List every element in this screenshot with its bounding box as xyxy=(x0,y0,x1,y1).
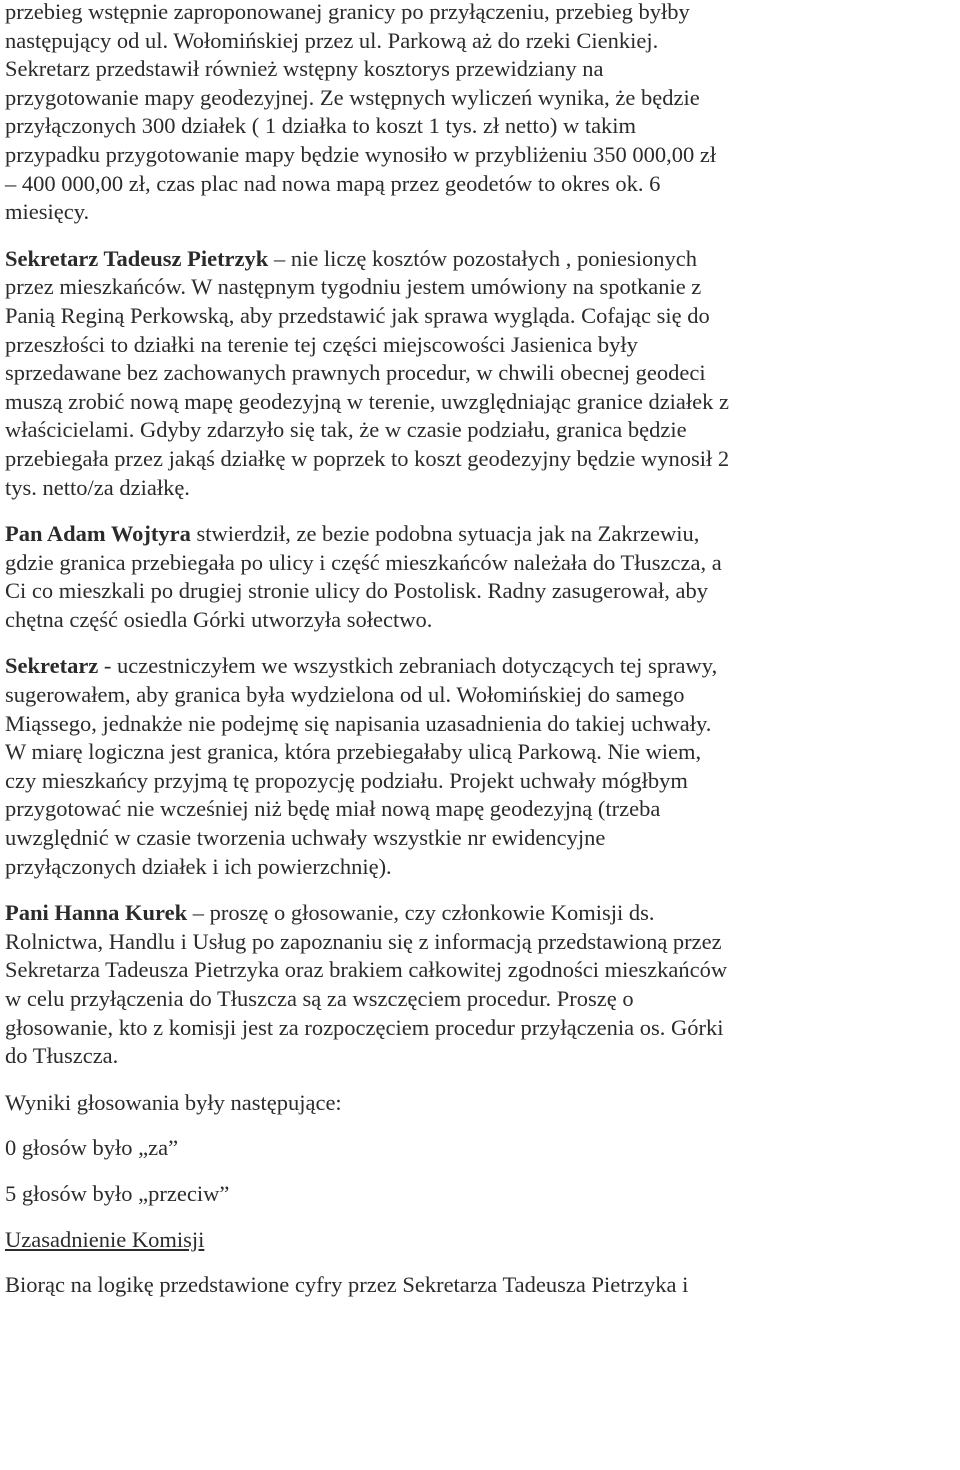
text-line: głosowanie, kto z komisji jest za rozpoczęciem procedur przyłączenia os. Górki xyxy=(5,1014,724,1040)
text-line xyxy=(5,245,960,274)
text-line: przebiegała przez jakąś działkę w poprzek to koszt geodezyjny będzie wynosił 2 xyxy=(5,445,730,471)
justification-heading xyxy=(5,1226,960,1255)
text-line: – 400 000,00 zł, czas plac nad nowa mapą przez geodetów to okres ok. 6 xyxy=(5,170,661,196)
text-line: w celu przyłączenia do Tłuszcza są za wszczęciem procedur. Proszę o xyxy=(5,986,634,1011)
text-line: przebieg wstępnie zaproponowanej granicy po przyłączeniu, przebieg byłby xyxy=(5,0,690,24)
text-line: sugerowałem, aby granica była wydzielona od ul. Wołomińskiej do samego xyxy=(5,682,685,708)
text-line: przypadku przygotowanie mapy będzie wynosiło w przybliżeniu 350 000,00 zł xyxy=(5,141,717,167)
text-line: właścicielami. Gdyby zdarzyło się tak, że w czasie podziału, granica będzie xyxy=(5,417,687,443)
text-line: Biorąc na logikę przedstawione cyfry przez Sekretarza Tadeusza Pietrzyka i xyxy=(5,1272,689,1298)
text-line: miesięcy. xyxy=(5,199,90,225)
paragraph-hanna-kurek xyxy=(5,899,960,1071)
text-line: W miarę logiczna jest granica, która przebiegałaby ulicą Parkową. Nie wiem, xyxy=(5,739,702,765)
text-line: Ci co mieszkali po drugiej stronie ulicy do Postolisk. Radny zasugerował, aby xyxy=(5,578,709,604)
paragraph-secretary xyxy=(5,652,960,881)
text-line xyxy=(5,520,960,549)
text-line: do Tłuszcza. xyxy=(5,1043,119,1069)
vote-for: 0 głosów było „za” xyxy=(5,1135,179,1161)
vote-against: 5 głosów było „przeciw” xyxy=(5,1180,230,1206)
document-page xyxy=(5,0,960,1318)
speaker-name: Pani Hanna Kurek xyxy=(5,900,188,926)
paragraph-adam-wojtyra xyxy=(5,520,960,634)
text-line: uwzględnić w czasie tworzenia uchwały wszystkie nr ewidencyjne xyxy=(5,825,606,851)
text-line: sprzedawane bez zachowanych prawnych procedur, w chwili obecnej geodeci xyxy=(5,360,706,386)
text-line: Sekretarza Tadeusza Pietrzyka oraz brakiem całkowitej zgodności mieszkańców xyxy=(5,957,728,983)
text-line: tys. netto/za działkę. xyxy=(5,474,190,500)
justification-heading-text: Uzasadnienie Komisji xyxy=(5,1226,205,1252)
speech-text: – proszę o głosowanie, czy członkowie Komisji ds. xyxy=(187,900,655,926)
speaker-name: Pan Adam Wojtyra xyxy=(5,521,191,547)
text-line: przyłączonych działek i ich powierzchnię). xyxy=(5,853,392,879)
speech-text: – nie liczę kosztów pozostałych , poniesionych xyxy=(268,245,697,271)
text-line: muszą zrobić nową mapę geodezyjną w terenie, uwzględniając granice działek z xyxy=(5,388,730,414)
text-line: Miąssego, jednakże nie podejmę się napisania uzasadnienia do takiej uchwały. xyxy=(5,710,712,736)
text-line: chętna część osiedla Górki utworzyła sołectwo. xyxy=(5,606,433,632)
text-line: przeszłości to działki na terenie tej części miejscowości Jasienica były xyxy=(5,331,638,357)
text-line: następujący od ul. Wołomińskiej przez ul. Parkową aż do rzeki Cienkiej. xyxy=(5,27,659,53)
text-line xyxy=(5,652,960,681)
text-line: przygotowanie mapy geodezyjnej. Ze wstępnych wyliczeń wynika, że będzie xyxy=(5,84,700,110)
speech-text: stwierdził, ze bezie podobna sytuacja jak na Zakrzewiu, xyxy=(190,521,700,547)
text-line: czy mieszkańcy przyjmą tę propozycję podziału. Projekt uchwały mógłbym xyxy=(5,767,688,793)
speaker-name: Sekretarz Tadeusz Pietrzyk xyxy=(5,245,269,271)
text-line: przygotować nie wcześniej niż będę miał nową mapę geodezyjną (trzeba xyxy=(5,796,661,822)
text-line: gdzie granica przebiegała po ulicy i część mieszkańców należała do Tłuszcza, a xyxy=(5,549,722,575)
speech-text: - uczestniczyłem we wszystkich zebraniach dotyczących tej sprawy, xyxy=(98,653,718,679)
speaker-name: Sekretarz xyxy=(5,653,99,679)
results-heading: Wyniki głosowania były następujące: xyxy=(5,1089,342,1115)
text-line: Rolnictwa, Handlu i Usług po zapoznaniu się z informacją przedstawioną przez xyxy=(5,928,722,954)
paragraph-boundary-costs xyxy=(5,0,960,227)
paragraph-secretary-pietrzyk xyxy=(5,245,960,502)
text-line: przez mieszkańców. W następnym tygodniu jestem umówiony na spotkanie z xyxy=(5,274,702,300)
text-line: Sekretarz przedstawił również wstępny kosztorys przewidziany na xyxy=(5,56,604,82)
last-paragraph xyxy=(5,1271,960,1300)
text-line xyxy=(5,899,960,928)
text-line: przyłączonych 300 działek ( 1 działka to koszt 1 tys. zł netto) w takim xyxy=(5,113,637,139)
text-line: Panią Reginą Perkowską, aby przedstawić jak sprawa wygląda. Cofając się do xyxy=(5,302,710,328)
